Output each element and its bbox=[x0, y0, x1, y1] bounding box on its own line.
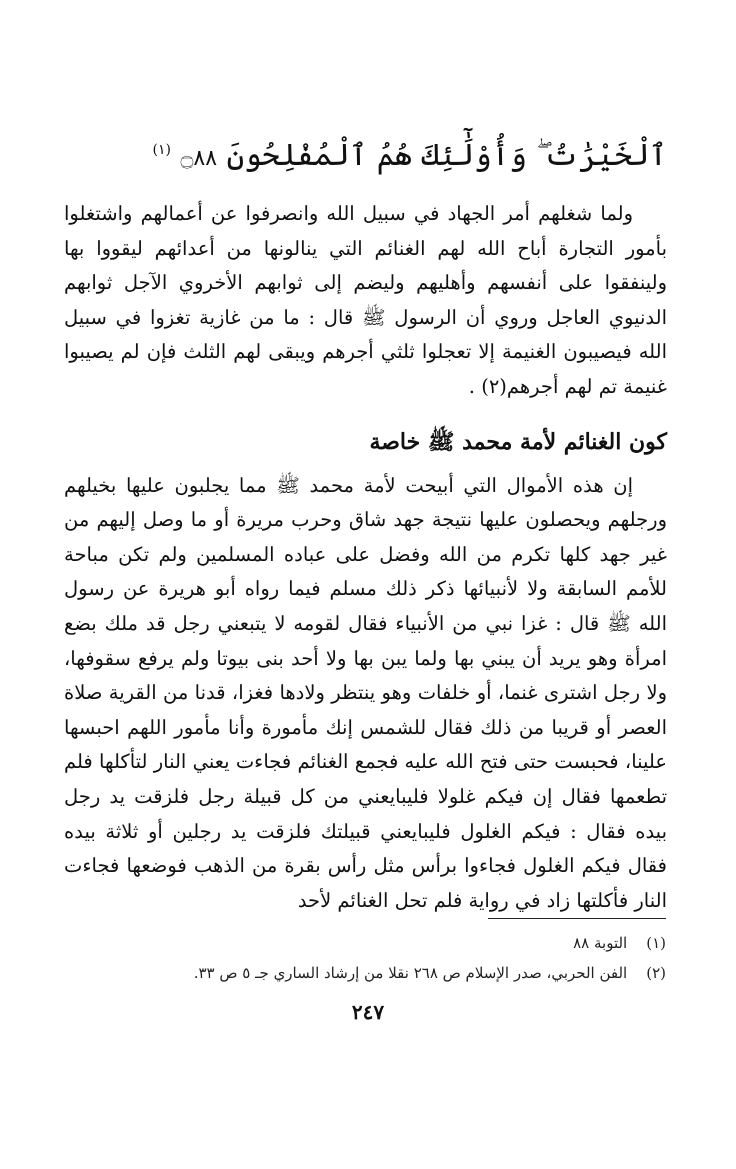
page-number: ٢٤٧ bbox=[351, 1000, 385, 1024]
paragraph-1: ولما شغلهم أمر الجهاد في سبيل الله وانصرفوا عن أعمالهم واشتغلوا بأمور التجارة أباح الله لهم الغنائم التي ينالونها من أعدائهم ليقووا بها ولينفقوا على أنفسهم وأهليهم وليضم إلى ثوابهم الأخروي الآجل ثوابهم الدنيوي العاجل وروي أن الرسول ﷺ قال : ما من غازية تغزوا في سبيل الله فيصيبون الغنيمة إلا تعجلوا ثلثي أجرهم ويبقى لهم الثلث فإن لم يصيبوا غنيمة تم لهم أجرهم(٢) . bbox=[64, 202, 667, 398]
footnote-1-text: التوبة ٨٨ bbox=[573, 934, 628, 952]
footnote-2-number: (٢) bbox=[646, 964, 666, 982]
quran-verse bbox=[64, 126, 667, 183]
footnote-1-number: (١) bbox=[646, 934, 666, 952]
verse-end-mark: ۝٨٨ bbox=[180, 146, 218, 171]
footnote-2 bbox=[66, 958, 666, 988]
footnote-1 bbox=[66, 928, 666, 958]
section-heading: كون الغنائم لأمة محمد ﷺ خاصة bbox=[369, 428, 667, 455]
footnote-2-text: الفن الحربي، صدر الإسلام ص ٢٦٨ نقلا من إرشاد الساري جـ ٥ ص ٣٣. bbox=[193, 964, 628, 982]
footnote-divider bbox=[488, 918, 666, 919]
verse-footnote-ref: (١) bbox=[152, 142, 171, 158]
page-body bbox=[64, 126, 667, 918]
paragraph-2: إن هذه الأموال التي أبيحت لأمة محمد ﷺ مما يجلبون عليها بخيلهم ورجلهم ويحصلون عليها نتيجة جهد شاق وحرب مريرة أو ما وصل إليهم من غير جهد كلها تكرم من الله وفضل على عباده المسلمين ولم تكن مباحة للأمم السابقة ولا لأنبيائها ذكر ذلك مسلم فيما رواه أبو هريرة عن رسول الله ﷺ قال : غزا نبي من الأنبياء فقال لقومه لا يتبعني رجل قد ملك بضع امرأة وهو يريد أن يبني بها ولما يبن بها ولا أحد بنى بيوتا ولم يرفع سقوفها، ولا رجل اشترى غنما، أو خلفات وهو ينتظر ولادها فغزا، قدنا من القرية صلاة العصر أو قريبا من ذلك فقال للشمس إنك مأمورة وأنا مأمور اللهم احبسها علينا، فحبست حتى فتح الله عليه فجمع الغنائم فجاءت يعني النار لتأكلها فلم تطعمها فقال إن فيكم غلولا فليبايعني من كل قبيلة رجل فلزقت يد رجل بيده فقال : فيكم الغلول فليبايعني قبيلتك فلزقت يد رجلين أو ثلاثة بيده فقال فيكم الغلول فجاءوا برأس مثل رأس بقرة من الذهب فوضعها فجاءت النار فأكلتها زاد في رواية فلم تحل الغنائم لأحد bbox=[64, 473, 667, 912]
verse-text: ٱلْخَيْرَٰتُ ۖ وَأُوْلَٰٓئِكَ هُمُ ٱلْمُفْلِحُونَ bbox=[226, 138, 667, 173]
footnotes bbox=[66, 928, 666, 988]
